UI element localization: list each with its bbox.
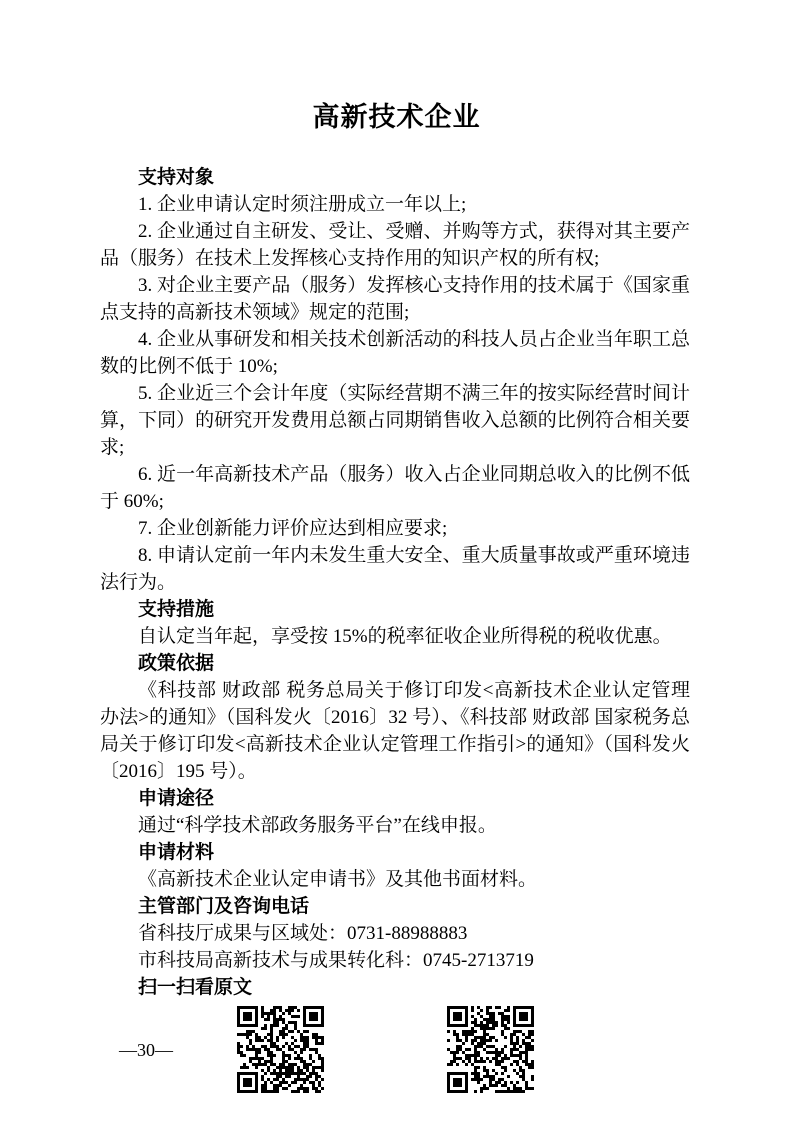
qr-code-right-icon [447, 1006, 534, 1093]
support-item-4: 4. 企业从事研发和相关技术创新活动的科技人员占企业当年职工总数的比例不低于 10%; [100, 329, 690, 377]
heading-contact: 主管部门及咨询电话 [138, 896, 310, 917]
qr-code-left-icon [237, 1006, 324, 1093]
heading-scan-original: 扫一扫看原文 [138, 977, 253, 998]
section-support-measures [100, 596, 690, 650]
support-item-8: 8. 申请认定前一年内未发生重大安全、重大质量事故或严重环境违法行为。 [100, 545, 690, 593]
section-application-materials [100, 839, 690, 893]
support-measures-text: 自认定当年起，享受按 15%的税率征收企业所得税的税收优惠。 [138, 626, 672, 647]
document-content [100, 164, 690, 1093]
support-item-5: 5. 企业近三个会计年度（实际经营期不满三年的按实际经营时间计算，下同）的研究开发费用总额占同期销售收入总额的比例符合相关要求; [100, 383, 690, 458]
section-policy-basis [100, 650, 690, 785]
application-channel-text: 通过“科学技术部政务服务平台”在线申报。 [138, 815, 497, 836]
heading-application-channel: 申请途径 [138, 788, 215, 809]
contact-municipal-phone: 市科技局高新技术与成果转化科：0745-2713719 [138, 950, 534, 971]
heading-support-measures: 支持措施 [138, 599, 215, 620]
support-item-3: 3. 对企业主要产品（服务）发挥核心支持作用的技术属于《国家重点支持的高新技术领域》规定的范围; [100, 275, 690, 323]
support-item-7: 7. 企业创新能力评价应达到相应要求; [138, 518, 448, 539]
section-support-targets [100, 164, 690, 596]
section-application-channel [100, 785, 690, 839]
page-title: 高新技术企业 [312, 102, 481, 132]
heading-application-materials: 申请材料 [138, 842, 215, 863]
application-materials-text: 《高新技术企业认定申请书》及其他书面材料。 [138, 869, 538, 890]
contact-provincial-phone: 省科技厅成果与区域处：0731-88988883 [138, 923, 468, 944]
support-item-6: 6. 近一年高新技术产品（服务）收入占企业同期总收入的比例不低于 60%; [100, 464, 690, 512]
qr-code-row [237, 1006, 690, 1093]
section-scan-original [100, 974, 690, 1093]
heading-policy-basis: 政策依据 [138, 653, 215, 674]
heading-support-targets: 支持对象 [138, 167, 215, 188]
support-item-2: 2. 企业通过自主研发、受让、受赠、并购等方式，获得对其主要产品（服务）在技术上发挥核心支持作用的知识产权的所有权; [100, 221, 690, 269]
support-item-1: 1. 企业申请认定时须注册成立一年以上; [138, 194, 467, 215]
section-contact [100, 893, 690, 974]
page-number: —30— [119, 1040, 173, 1060]
policy-basis-text: 《科技部 财政部 税务总局关于修订印发<高新技术企业认定管理办法>的通知》（国科发火〔2016〕32 号）、《科技部 财政部 国家税务总局关于修订印发<高新技术企业认定管理工作指引>的通知》（国科发火〔2016〕195 号）。 [100, 680, 690, 782]
